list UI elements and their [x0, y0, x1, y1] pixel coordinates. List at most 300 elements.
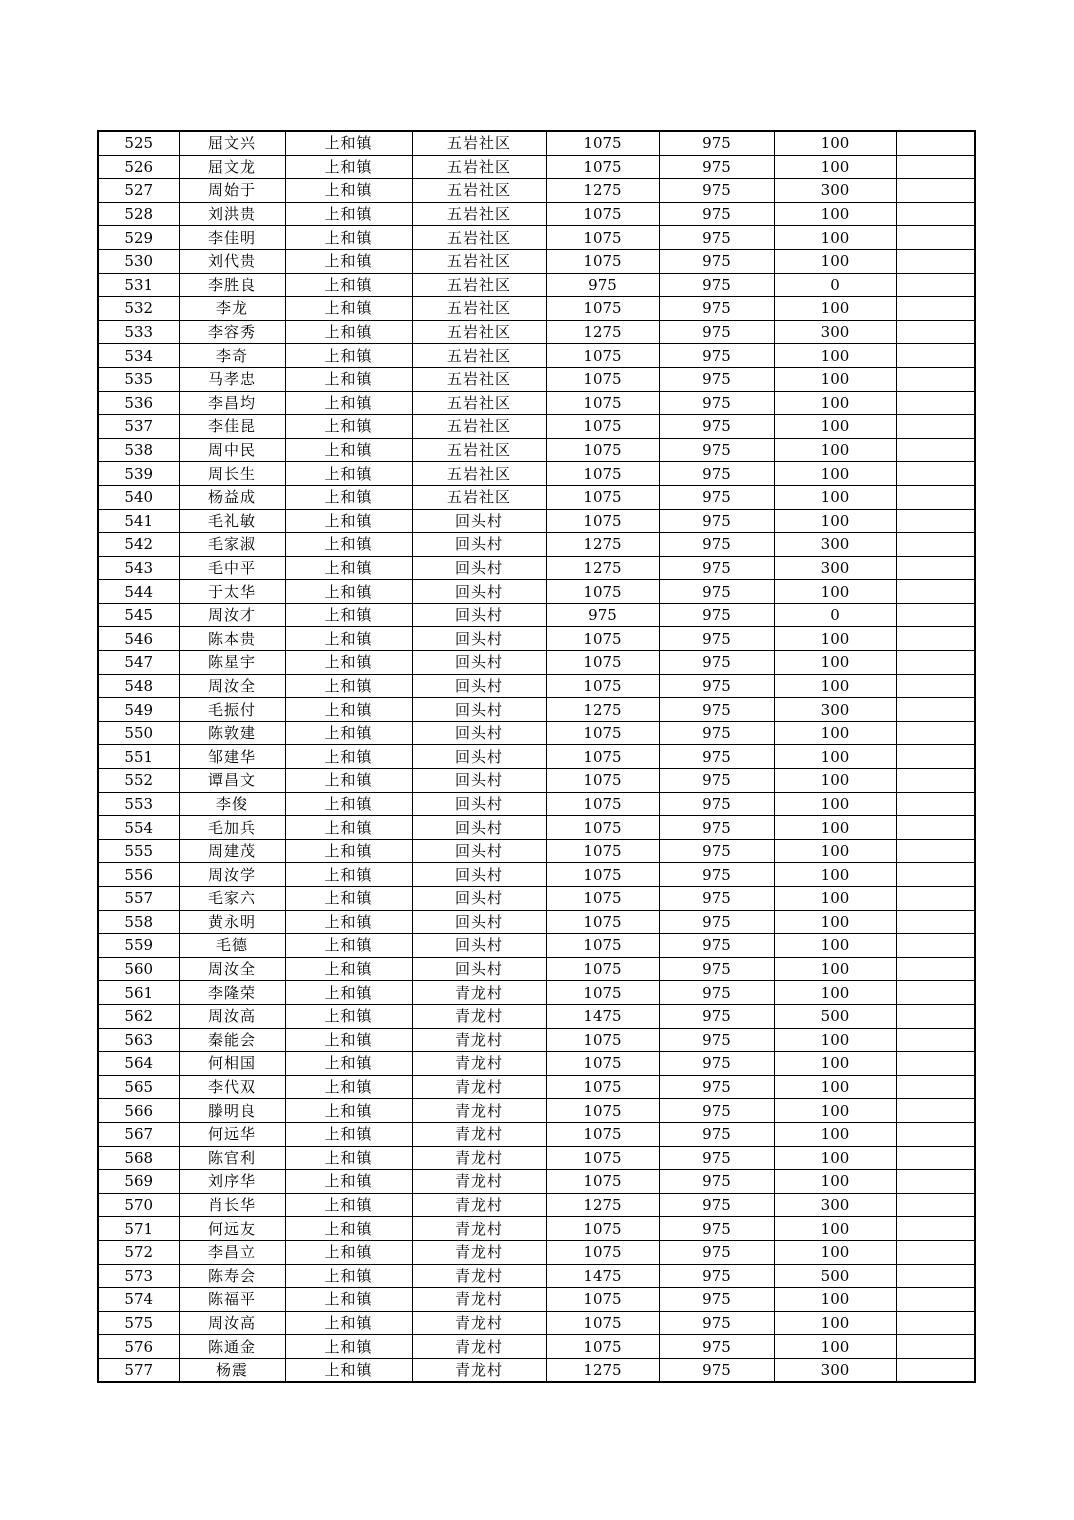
- extra-amount-cell: 300: [774, 320, 896, 344]
- base-amount-cell: 975: [659, 1264, 774, 1288]
- person-name-cell: 肖长华: [179, 1193, 285, 1217]
- note-cell: [896, 438, 975, 462]
- row-number-cell: 527: [98, 179, 179, 203]
- village-cell: 青龙村: [412, 1099, 546, 1123]
- base-amount-cell: 975: [659, 603, 774, 627]
- extra-amount-cell: 100: [774, 627, 896, 651]
- town-cell: 上和镇: [285, 698, 412, 722]
- village-cell: 回头村: [412, 839, 546, 863]
- town-cell: 上和镇: [285, 367, 412, 391]
- table-row: [98, 674, 975, 698]
- village-cell: 五岩社区: [412, 249, 546, 273]
- base-amount-cell: 975: [659, 839, 774, 863]
- total-amount-cell: 1075: [546, 367, 659, 391]
- base-amount-cell: 975: [659, 1240, 774, 1264]
- note-cell: [896, 226, 975, 250]
- row-number-cell: 547: [98, 651, 179, 675]
- row-number-cell: 526: [98, 155, 179, 179]
- town-cell: 上和镇: [285, 603, 412, 627]
- person-name-cell: 杨益成: [179, 485, 285, 509]
- extra-amount-cell: 100: [774, 131, 896, 155]
- person-name-cell: 滕明良: [179, 1099, 285, 1123]
- table-row: [98, 816, 975, 840]
- base-amount-cell: 975: [659, 627, 774, 651]
- town-cell: 上和镇: [285, 792, 412, 816]
- total-amount-cell: 1075: [546, 1075, 659, 1099]
- base-amount-cell: 975: [659, 1217, 774, 1241]
- person-name-cell: 屈文兴: [179, 131, 285, 155]
- note-cell: [896, 816, 975, 840]
- row-number-cell: 532: [98, 297, 179, 321]
- town-cell: 上和镇: [285, 1240, 412, 1264]
- total-amount-cell: 1075: [546, 1240, 659, 1264]
- total-amount-cell: 1075: [546, 1335, 659, 1359]
- person-name-cell: 李佳昆: [179, 415, 285, 439]
- table-row: [98, 1028, 975, 1052]
- person-name-cell: 周建茂: [179, 839, 285, 863]
- person-name-cell: 陈官利: [179, 1146, 285, 1170]
- village-cell: 五岩社区: [412, 391, 546, 415]
- village-cell: 回头村: [412, 721, 546, 745]
- base-amount-cell: 975: [659, 1004, 774, 1028]
- note-cell: [896, 1004, 975, 1028]
- total-amount-cell: 1275: [546, 556, 659, 580]
- base-amount-cell: 975: [659, 1358, 774, 1382]
- town-cell: 上和镇: [285, 910, 412, 934]
- row-number-cell: 556: [98, 863, 179, 887]
- town-cell: 上和镇: [285, 1264, 412, 1288]
- note-cell: [896, 1335, 975, 1359]
- note-cell: [896, 320, 975, 344]
- person-name-cell: 于太华: [179, 580, 285, 604]
- total-amount-cell: 1075: [546, 674, 659, 698]
- town-cell: 上和镇: [285, 580, 412, 604]
- table-row: [98, 934, 975, 958]
- row-number-cell: 576: [98, 1335, 179, 1359]
- extra-amount-cell: 100: [774, 651, 896, 675]
- note-cell: [896, 721, 975, 745]
- total-amount-cell: 1075: [546, 745, 659, 769]
- extra-amount-cell: 100: [774, 863, 896, 887]
- base-amount-cell: 975: [659, 934, 774, 958]
- note-cell: [896, 1288, 975, 1312]
- person-name-cell: 周汝才: [179, 603, 285, 627]
- person-name-cell: 何远友: [179, 1217, 285, 1241]
- row-number-cell: 571: [98, 1217, 179, 1241]
- village-cell: 青龙村: [412, 1028, 546, 1052]
- village-cell: 回头村: [412, 957, 546, 981]
- extra-amount-cell: 100: [774, 1099, 896, 1123]
- village-cell: 回头村: [412, 816, 546, 840]
- extra-amount-cell: 300: [774, 179, 896, 203]
- total-amount-cell: 1075: [546, 131, 659, 155]
- row-number-cell: 558: [98, 910, 179, 934]
- note-cell: [896, 863, 975, 887]
- extra-amount-cell: 100: [774, 1311, 896, 1335]
- town-cell: 上和镇: [285, 533, 412, 557]
- extra-amount-cell: 100: [774, 1122, 896, 1146]
- village-cell: 回头村: [412, 698, 546, 722]
- row-number-cell: 530: [98, 249, 179, 273]
- base-amount-cell: 975: [659, 1335, 774, 1359]
- town-cell: 上和镇: [285, 1028, 412, 1052]
- person-name-cell: 周始于: [179, 179, 285, 203]
- village-cell: 回头村: [412, 627, 546, 651]
- row-number-cell: 562: [98, 1004, 179, 1028]
- town-cell: 上和镇: [285, 179, 412, 203]
- table-row: [98, 202, 975, 226]
- town-cell: 上和镇: [285, 297, 412, 321]
- table-row: [98, 1004, 975, 1028]
- row-number-cell: 540: [98, 485, 179, 509]
- extra-amount-cell: 100: [774, 769, 896, 793]
- base-amount-cell: 975: [659, 391, 774, 415]
- extra-amount-cell: 100: [774, 839, 896, 863]
- base-amount-cell: 975: [659, 1099, 774, 1123]
- person-name-cell: 周汝高: [179, 1311, 285, 1335]
- table-row: [98, 344, 975, 368]
- person-name-cell: 毛德: [179, 934, 285, 958]
- table-row: [98, 1264, 975, 1288]
- town-cell: 上和镇: [285, 981, 412, 1005]
- town-cell: 上和镇: [285, 839, 412, 863]
- row-number-cell: 538: [98, 438, 179, 462]
- row-number-cell: 552: [98, 769, 179, 793]
- row-number-cell: 529: [98, 226, 179, 250]
- base-amount-cell: 975: [659, 1122, 774, 1146]
- village-cell: 五岩社区: [412, 462, 546, 486]
- town-cell: 上和镇: [285, 1170, 412, 1194]
- village-cell: 回头村: [412, 887, 546, 911]
- person-name-cell: 谭昌文: [179, 769, 285, 793]
- extra-amount-cell: 300: [774, 533, 896, 557]
- town-cell: 上和镇: [285, 249, 412, 273]
- village-cell: 回头村: [412, 509, 546, 533]
- extra-amount-cell: 100: [774, 367, 896, 391]
- table-row: [98, 769, 975, 793]
- note-cell: [896, 651, 975, 675]
- row-number-cell: 534: [98, 344, 179, 368]
- row-number-cell: 550: [98, 721, 179, 745]
- village-cell: 青龙村: [412, 1052, 546, 1076]
- town-cell: 上和镇: [285, 769, 412, 793]
- table-row: [98, 887, 975, 911]
- total-amount-cell: 1075: [546, 1052, 659, 1076]
- note-cell: [896, 509, 975, 533]
- row-number-cell: 561: [98, 981, 179, 1005]
- base-amount-cell: 975: [659, 179, 774, 203]
- town-cell: 上和镇: [285, 957, 412, 981]
- town-cell: 上和镇: [285, 344, 412, 368]
- note-cell: [896, 485, 975, 509]
- note-cell: [896, 415, 975, 439]
- village-cell: 回头村: [412, 580, 546, 604]
- town-cell: 上和镇: [285, 1099, 412, 1123]
- village-cell: 五岩社区: [412, 155, 546, 179]
- total-amount-cell: 1075: [546, 887, 659, 911]
- extra-amount-cell: 100: [774, 816, 896, 840]
- row-number-cell: 565: [98, 1075, 179, 1099]
- person-name-cell: 何远华: [179, 1122, 285, 1146]
- base-amount-cell: 975: [659, 698, 774, 722]
- extra-amount-cell: 100: [774, 1335, 896, 1359]
- extra-amount-cell: 100: [774, 297, 896, 321]
- base-amount-cell: 975: [659, 320, 774, 344]
- base-amount-cell: 975: [659, 721, 774, 745]
- table-row: [98, 438, 975, 462]
- base-amount-cell: 975: [659, 509, 774, 533]
- extra-amount-cell: 100: [774, 202, 896, 226]
- village-cell: 回头村: [412, 792, 546, 816]
- town-cell: 上和镇: [285, 1004, 412, 1028]
- village-cell: 青龙村: [412, 1122, 546, 1146]
- town-cell: 上和镇: [285, 556, 412, 580]
- total-amount-cell: 1075: [546, 1288, 659, 1312]
- note-cell: [896, 910, 975, 934]
- extra-amount-cell: 100: [774, 957, 896, 981]
- village-cell: 五岩社区: [412, 297, 546, 321]
- town-cell: 上和镇: [285, 202, 412, 226]
- row-number-cell: 559: [98, 934, 179, 958]
- table-row: [98, 367, 975, 391]
- extra-amount-cell: 100: [774, 462, 896, 486]
- note-cell: [896, 462, 975, 486]
- table-row: [98, 698, 975, 722]
- extra-amount-cell: 0: [774, 603, 896, 627]
- extra-amount-cell: 100: [774, 1288, 896, 1312]
- total-amount-cell: 1075: [546, 509, 659, 533]
- town-cell: 上和镇: [285, 627, 412, 651]
- person-name-cell: 秦能会: [179, 1028, 285, 1052]
- table-row: [98, 910, 975, 934]
- table-row: [98, 745, 975, 769]
- base-amount-cell: 975: [659, 344, 774, 368]
- total-amount-cell: 1075: [546, 721, 659, 745]
- roster-table: [97, 130, 976, 1383]
- row-number-cell: 525: [98, 131, 179, 155]
- town-cell: 上和镇: [285, 1311, 412, 1335]
- table-row: [98, 462, 975, 486]
- table-row: [98, 580, 975, 604]
- town-cell: 上和镇: [285, 462, 412, 486]
- total-amount-cell: 1075: [546, 1099, 659, 1123]
- table-row: [98, 485, 975, 509]
- town-cell: 上和镇: [285, 391, 412, 415]
- row-number-cell: 546: [98, 627, 179, 651]
- table-row: [98, 839, 975, 863]
- extra-amount-cell: 100: [774, 934, 896, 958]
- total-amount-cell: 1075: [546, 155, 659, 179]
- total-amount-cell: 1075: [546, 1170, 659, 1194]
- total-amount-cell: 1075: [546, 485, 659, 509]
- base-amount-cell: 975: [659, 438, 774, 462]
- row-number-cell: 563: [98, 1028, 179, 1052]
- person-name-cell: 何相国: [179, 1052, 285, 1076]
- extra-amount-cell: 100: [774, 226, 896, 250]
- table-row: [98, 603, 975, 627]
- base-amount-cell: 975: [659, 297, 774, 321]
- table-row: [98, 863, 975, 887]
- row-number-cell: 577: [98, 1358, 179, 1382]
- note-cell: [896, 1358, 975, 1382]
- note-cell: [896, 981, 975, 1005]
- village-cell: 回头村: [412, 934, 546, 958]
- total-amount-cell: 1075: [546, 1122, 659, 1146]
- table-row: [98, 1358, 975, 1382]
- base-amount-cell: 975: [659, 155, 774, 179]
- table-row: [98, 1193, 975, 1217]
- base-amount-cell: 975: [659, 863, 774, 887]
- extra-amount-cell: 500: [774, 1264, 896, 1288]
- extra-amount-cell: 100: [774, 485, 896, 509]
- person-name-cell: 毛加兵: [179, 816, 285, 840]
- note-cell: [896, 887, 975, 911]
- note-cell: [896, 391, 975, 415]
- table-row: [98, 226, 975, 250]
- town-cell: 上和镇: [285, 131, 412, 155]
- village-cell: 青龙村: [412, 1004, 546, 1028]
- extra-amount-cell: 100: [774, 391, 896, 415]
- extra-amount-cell: 100: [774, 1028, 896, 1052]
- village-cell: 回头村: [412, 651, 546, 675]
- total-amount-cell: 1075: [546, 297, 659, 321]
- extra-amount-cell: 100: [774, 910, 896, 934]
- village-cell: 五岩社区: [412, 226, 546, 250]
- total-amount-cell: 1075: [546, 839, 659, 863]
- village-cell: 青龙村: [412, 1311, 546, 1335]
- table-row: [98, 249, 975, 273]
- total-amount-cell: 1075: [546, 816, 659, 840]
- total-amount-cell: 1075: [546, 226, 659, 250]
- total-amount-cell: 1275: [546, 1193, 659, 1217]
- town-cell: 上和镇: [285, 887, 412, 911]
- extra-amount-cell: 100: [774, 1170, 896, 1194]
- row-number-cell: 536: [98, 391, 179, 415]
- note-cell: [896, 1193, 975, 1217]
- row-number-cell: 564: [98, 1052, 179, 1076]
- village-cell: 青龙村: [412, 1146, 546, 1170]
- person-name-cell: 毛振付: [179, 698, 285, 722]
- table-row: [98, 320, 975, 344]
- note-cell: [896, 839, 975, 863]
- table-row: [98, 415, 975, 439]
- table-row: [98, 1217, 975, 1241]
- row-number-cell: 566: [98, 1099, 179, 1123]
- person-name-cell: 毛中平: [179, 556, 285, 580]
- person-name-cell: 李容秀: [179, 320, 285, 344]
- total-amount-cell: 1075: [546, 580, 659, 604]
- extra-amount-cell: 300: [774, 556, 896, 580]
- total-amount-cell: 1275: [546, 1358, 659, 1382]
- row-number-cell: 539: [98, 462, 179, 486]
- note-cell: [896, 1146, 975, 1170]
- table-row: [98, 1311, 975, 1335]
- table-row: [98, 556, 975, 580]
- village-cell: 回头村: [412, 674, 546, 698]
- total-amount-cell: 1075: [546, 1311, 659, 1335]
- note-cell: [896, 533, 975, 557]
- extra-amount-cell: 100: [774, 438, 896, 462]
- village-cell: 五岩社区: [412, 202, 546, 226]
- note-cell: [896, 1311, 975, 1335]
- total-amount-cell: 1275: [546, 698, 659, 722]
- town-cell: 上和镇: [285, 1146, 412, 1170]
- table-row: [98, 1099, 975, 1123]
- row-number-cell: 573: [98, 1264, 179, 1288]
- row-number-cell: 543: [98, 556, 179, 580]
- note-cell: [896, 155, 975, 179]
- note-cell: [896, 249, 975, 273]
- note-cell: [896, 556, 975, 580]
- base-amount-cell: 975: [659, 202, 774, 226]
- person-name-cell: 周汝高: [179, 1004, 285, 1028]
- extra-amount-cell: 300: [774, 1193, 896, 1217]
- base-amount-cell: 975: [659, 1311, 774, 1335]
- base-amount-cell: 975: [659, 1288, 774, 1312]
- base-amount-cell: 975: [659, 533, 774, 557]
- table-row: [98, 179, 975, 203]
- extra-amount-cell: 100: [774, 509, 896, 533]
- village-cell: 五岩社区: [412, 415, 546, 439]
- town-cell: 上和镇: [285, 1358, 412, 1382]
- person-name-cell: 陈本贵: [179, 627, 285, 651]
- note-cell: [896, 745, 975, 769]
- total-amount-cell: 1275: [546, 320, 659, 344]
- town-cell: 上和镇: [285, 1193, 412, 1217]
- total-amount-cell: 975: [546, 273, 659, 297]
- person-name-cell: 刘洪贵: [179, 202, 285, 226]
- person-name-cell: 刘代贵: [179, 249, 285, 273]
- table-row: [98, 1052, 975, 1076]
- person-name-cell: 陈寿会: [179, 1264, 285, 1288]
- base-amount-cell: 975: [659, 651, 774, 675]
- table-row: [98, 391, 975, 415]
- village-cell: 青龙村: [412, 1335, 546, 1359]
- village-cell: 五岩社区: [412, 131, 546, 155]
- note-cell: [896, 1028, 975, 1052]
- extra-amount-cell: 100: [774, 792, 896, 816]
- table-row: [98, 509, 975, 533]
- town-cell: 上和镇: [285, 1335, 412, 1359]
- person-name-cell: 李胜良: [179, 273, 285, 297]
- note-cell: [896, 957, 975, 981]
- base-amount-cell: 975: [659, 1052, 774, 1076]
- row-number-cell: 569: [98, 1170, 179, 1194]
- note-cell: [896, 698, 975, 722]
- village-cell: 五岩社区: [412, 344, 546, 368]
- row-number-cell: 572: [98, 1240, 179, 1264]
- town-cell: 上和镇: [285, 1122, 412, 1146]
- base-amount-cell: 975: [659, 887, 774, 911]
- extra-amount-cell: 100: [774, 1240, 896, 1264]
- note-cell: [896, 131, 975, 155]
- person-name-cell: 李隆荣: [179, 981, 285, 1005]
- base-amount-cell: 975: [659, 367, 774, 391]
- person-name-cell: 李俊: [179, 792, 285, 816]
- village-cell: 回头村: [412, 769, 546, 793]
- village-cell: 五岩社区: [412, 273, 546, 297]
- extra-amount-cell: 100: [774, 155, 896, 179]
- base-amount-cell: 975: [659, 462, 774, 486]
- person-name-cell: 毛礼敏: [179, 509, 285, 533]
- town-cell: 上和镇: [285, 816, 412, 840]
- person-name-cell: 李代双: [179, 1075, 285, 1099]
- base-amount-cell: 975: [659, 981, 774, 1005]
- person-name-cell: 陈通金: [179, 1335, 285, 1359]
- table-row: [98, 1075, 975, 1099]
- person-name-cell: 周汝全: [179, 957, 285, 981]
- village-cell: 青龙村: [412, 1358, 546, 1382]
